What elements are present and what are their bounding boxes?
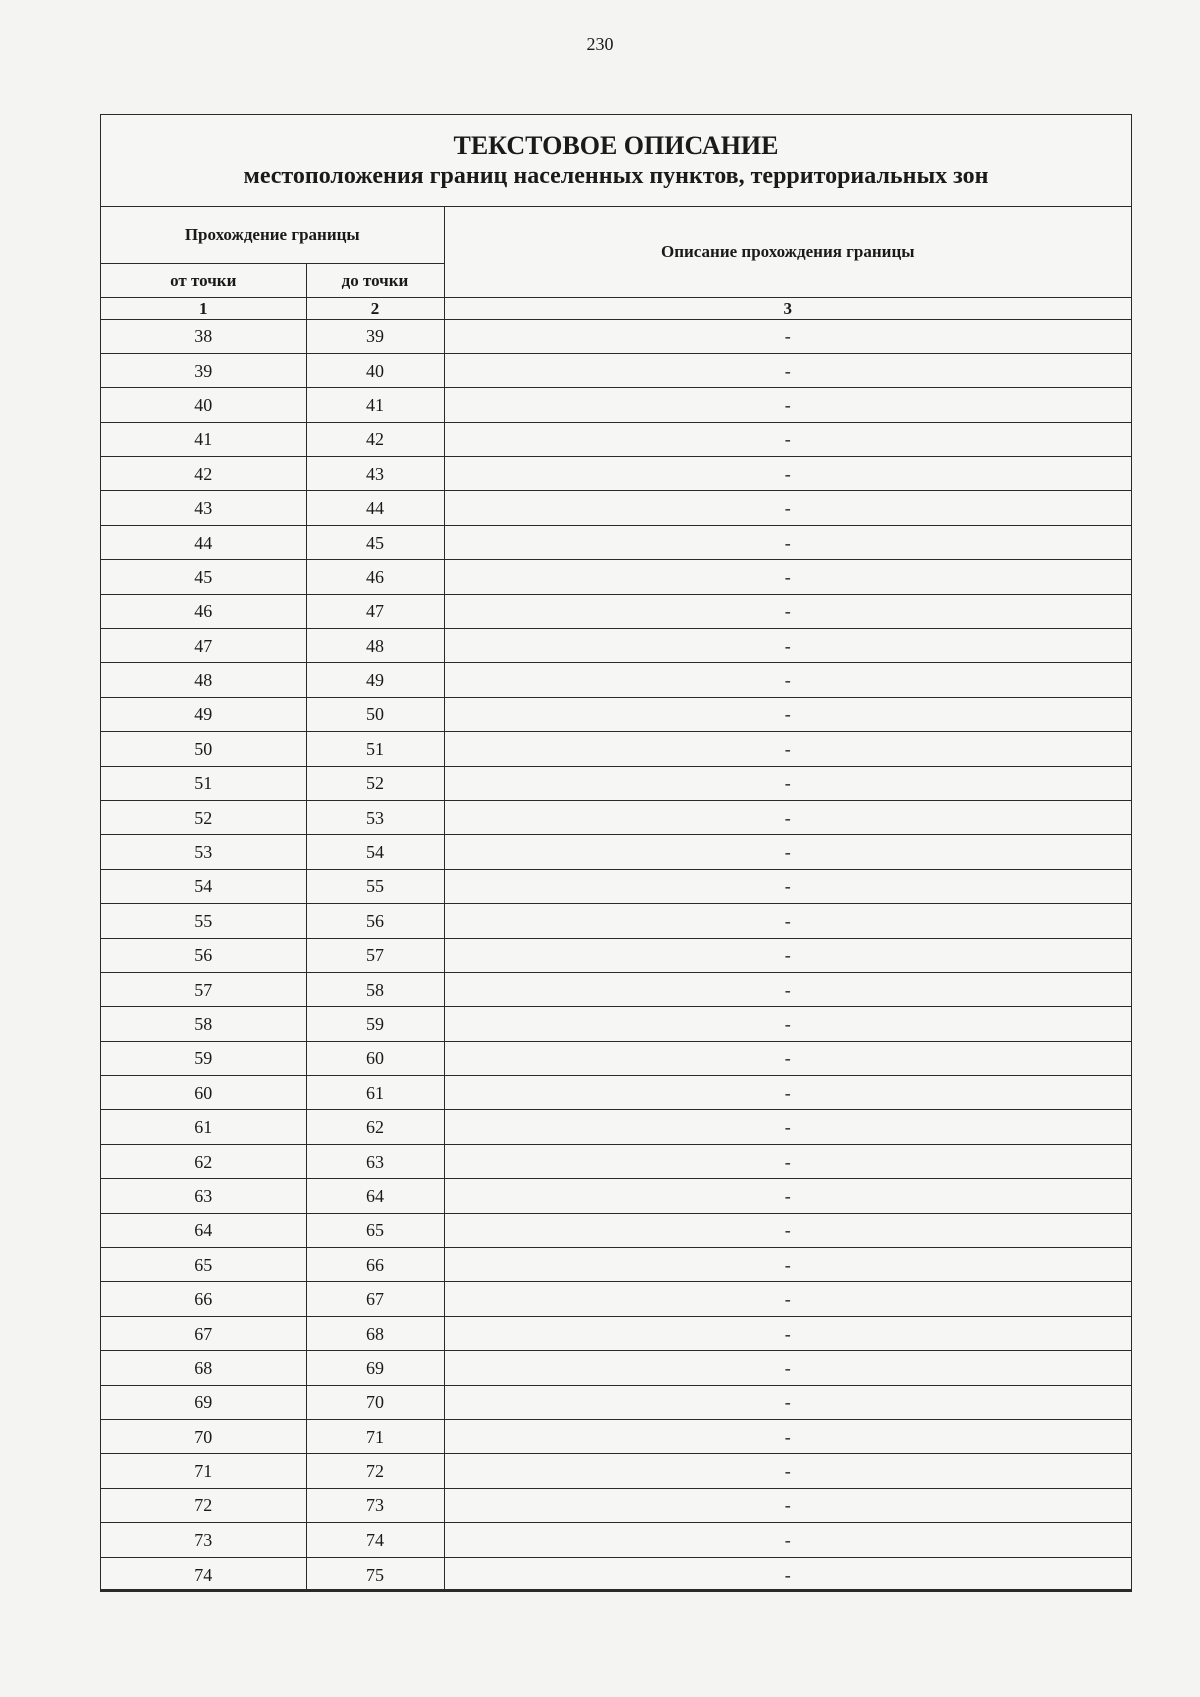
cell-description: - [444,1557,1131,1591]
cell-to-point: 58 [306,972,444,1006]
cell-from-point: 49 [101,697,306,731]
title-block [101,115,1131,207]
cell-to-point: 46 [306,560,444,594]
table-row [101,1007,1131,1041]
table-row [101,1179,1131,1213]
cell-description: - [444,835,1131,869]
table-row [101,972,1131,1006]
cell-description: - [444,560,1131,594]
table-row [101,1557,1131,1591]
cell-from-point: 67 [101,1316,306,1350]
table-row [101,1282,1131,1316]
cell-description: - [444,1213,1131,1247]
table-row [101,1041,1131,1075]
header-boundary-passage: Прохождение границы [101,207,444,263]
cell-description: - [444,1282,1131,1316]
table-row [101,353,1131,387]
header-col-number-3: 3 [444,297,1131,319]
table-header [101,207,1131,319]
cell-from-point: 42 [101,457,306,491]
cell-description: - [444,938,1131,972]
table-row [101,732,1131,766]
header-to-point: до точки [306,263,444,297]
cell-to-point: 70 [306,1385,444,1419]
cell-description: - [444,594,1131,628]
header-col-number-2: 2 [306,297,444,319]
boundary-table [101,207,1131,1591]
header-col-number-1: 1 [101,297,306,319]
cell-from-point: 38 [101,319,306,353]
cell-to-point: 72 [306,1454,444,1488]
cell-to-point: 41 [306,388,444,422]
document-subtitle: местоположения границ населенных пунктов, территориальных зон [243,163,989,189]
cell-description: - [444,1248,1131,1282]
table-row [101,663,1131,697]
cell-from-point: 69 [101,1385,306,1419]
cell-to-point: 75 [306,1557,444,1591]
cell-from-point: 46 [101,594,306,628]
table-row [101,1110,1131,1144]
cell-description: - [444,1420,1131,1454]
table-row [101,1248,1131,1282]
cell-description: - [444,319,1131,353]
cell-description: - [444,1523,1131,1557]
document-title: ТЕКСТОВОЕ ОПИСАНИЕ [453,131,779,160]
cell-from-point: 74 [101,1557,306,1591]
cell-from-point: 55 [101,904,306,938]
cell-to-point: 66 [306,1248,444,1282]
table-row [101,938,1131,972]
cell-to-point: 61 [306,1076,444,1110]
cell-from-point: 57 [101,972,306,1006]
cell-from-point: 62 [101,1144,306,1178]
cell-to-point: 53 [306,800,444,834]
table-row [101,629,1131,663]
table-row [101,1523,1131,1557]
table-row [101,422,1131,456]
table-row [101,319,1131,353]
cell-from-point: 68 [101,1351,306,1385]
cell-description: - [444,388,1131,422]
cell-from-point: 72 [101,1488,306,1522]
cell-to-point: 51 [306,732,444,766]
table-row [101,457,1131,491]
header-from-point: от точки [101,263,306,297]
table-row [101,1316,1131,1350]
cell-description: - [444,1110,1131,1144]
table-row [101,491,1131,525]
cell-description: - [444,457,1131,491]
cell-description: - [444,869,1131,903]
cell-to-point: 73 [306,1488,444,1522]
cell-description: - [444,1007,1131,1041]
cell-from-point: 44 [101,525,306,559]
cell-from-point: 51 [101,766,306,800]
cell-description: - [444,904,1131,938]
table-row [101,904,1131,938]
cell-to-point: 59 [306,1007,444,1041]
cell-to-point: 62 [306,1110,444,1144]
table-row [101,1351,1131,1385]
cell-from-point: 71 [101,1454,306,1488]
cell-to-point: 48 [306,629,444,663]
cell-description: - [444,422,1131,456]
cell-to-point: 44 [306,491,444,525]
table-row [101,697,1131,731]
cell-to-point: 56 [306,904,444,938]
cell-description: - [444,353,1131,387]
cell-description: - [444,525,1131,559]
cell-from-point: 54 [101,869,306,903]
cell-from-point: 45 [101,560,306,594]
cell-to-point: 52 [306,766,444,800]
cell-from-point: 47 [101,629,306,663]
table-row [101,560,1131,594]
table-row [101,835,1131,869]
cell-to-point: 42 [306,422,444,456]
cell-description: - [444,697,1131,731]
cell-from-point: 56 [101,938,306,972]
cell-description: - [444,1076,1131,1110]
cell-description: - [444,732,1131,766]
cell-from-point: 60 [101,1076,306,1110]
cell-from-point: 65 [101,1248,306,1282]
cell-to-point: 50 [306,697,444,731]
cell-to-point: 65 [306,1213,444,1247]
cell-from-point: 43 [101,491,306,525]
cell-to-point: 60 [306,1041,444,1075]
cell-from-point: 70 [101,1420,306,1454]
cell-description: - [444,1351,1131,1385]
table-row [101,766,1131,800]
table-row [101,1144,1131,1178]
cell-description: - [444,800,1131,834]
cell-description: - [444,1041,1131,1075]
cell-description: - [444,1144,1131,1178]
cell-from-point: 40 [101,388,306,422]
table-row [101,800,1131,834]
cell-to-point: 68 [306,1316,444,1350]
cell-description: - [444,1179,1131,1213]
cell-from-point: 50 [101,732,306,766]
cell-to-point: 64 [306,1179,444,1213]
cell-description: - [444,766,1131,800]
table-row [101,594,1131,628]
cell-to-point: 71 [306,1420,444,1454]
cell-from-point: 39 [101,353,306,387]
cell-from-point: 64 [101,1213,306,1247]
cell-description: - [444,1385,1131,1419]
cell-description: - [444,1316,1131,1350]
table-row [101,388,1131,422]
cell-from-point: 52 [101,800,306,834]
cell-to-point: 54 [306,835,444,869]
cell-description: - [444,972,1131,1006]
cell-to-point: 69 [306,1351,444,1385]
cell-from-point: 48 [101,663,306,697]
cell-to-point: 55 [306,869,444,903]
table-row [101,1385,1131,1419]
table-row [101,1454,1131,1488]
table-row [101,1213,1131,1247]
cell-description: - [444,1488,1131,1522]
cell-description: - [444,1454,1131,1488]
cell-to-point: 67 [306,1282,444,1316]
table-row [101,869,1131,903]
cell-description: - [444,491,1131,525]
cell-from-point: 73 [101,1523,306,1557]
cell-from-point: 58 [101,1007,306,1041]
table-body [101,319,1131,1591]
document-frame [100,114,1132,1592]
page-number: 230 [586,34,614,54]
cell-to-point: 57 [306,938,444,972]
cell-from-point: 41 [101,422,306,456]
table-row [101,1420,1131,1454]
table-row [101,1076,1131,1110]
cell-to-point: 45 [306,525,444,559]
table-row [101,1488,1131,1522]
cell-to-point: 49 [306,663,444,697]
cell-to-point: 39 [306,319,444,353]
cell-from-point: 66 [101,1282,306,1316]
cell-description: - [444,629,1131,663]
cell-from-point: 59 [101,1041,306,1075]
cell-to-point: 47 [306,594,444,628]
cell-to-point: 63 [306,1144,444,1178]
cell-description: - [444,663,1131,697]
cell-to-point: 40 [306,353,444,387]
header-description: Описание прохождения границы [444,207,1131,297]
cell-from-point: 63 [101,1179,306,1213]
cell-from-point: 61 [101,1110,306,1144]
cell-to-point: 74 [306,1523,444,1557]
cell-from-point: 53 [101,835,306,869]
cell-to-point: 43 [306,457,444,491]
table-row [101,525,1131,559]
